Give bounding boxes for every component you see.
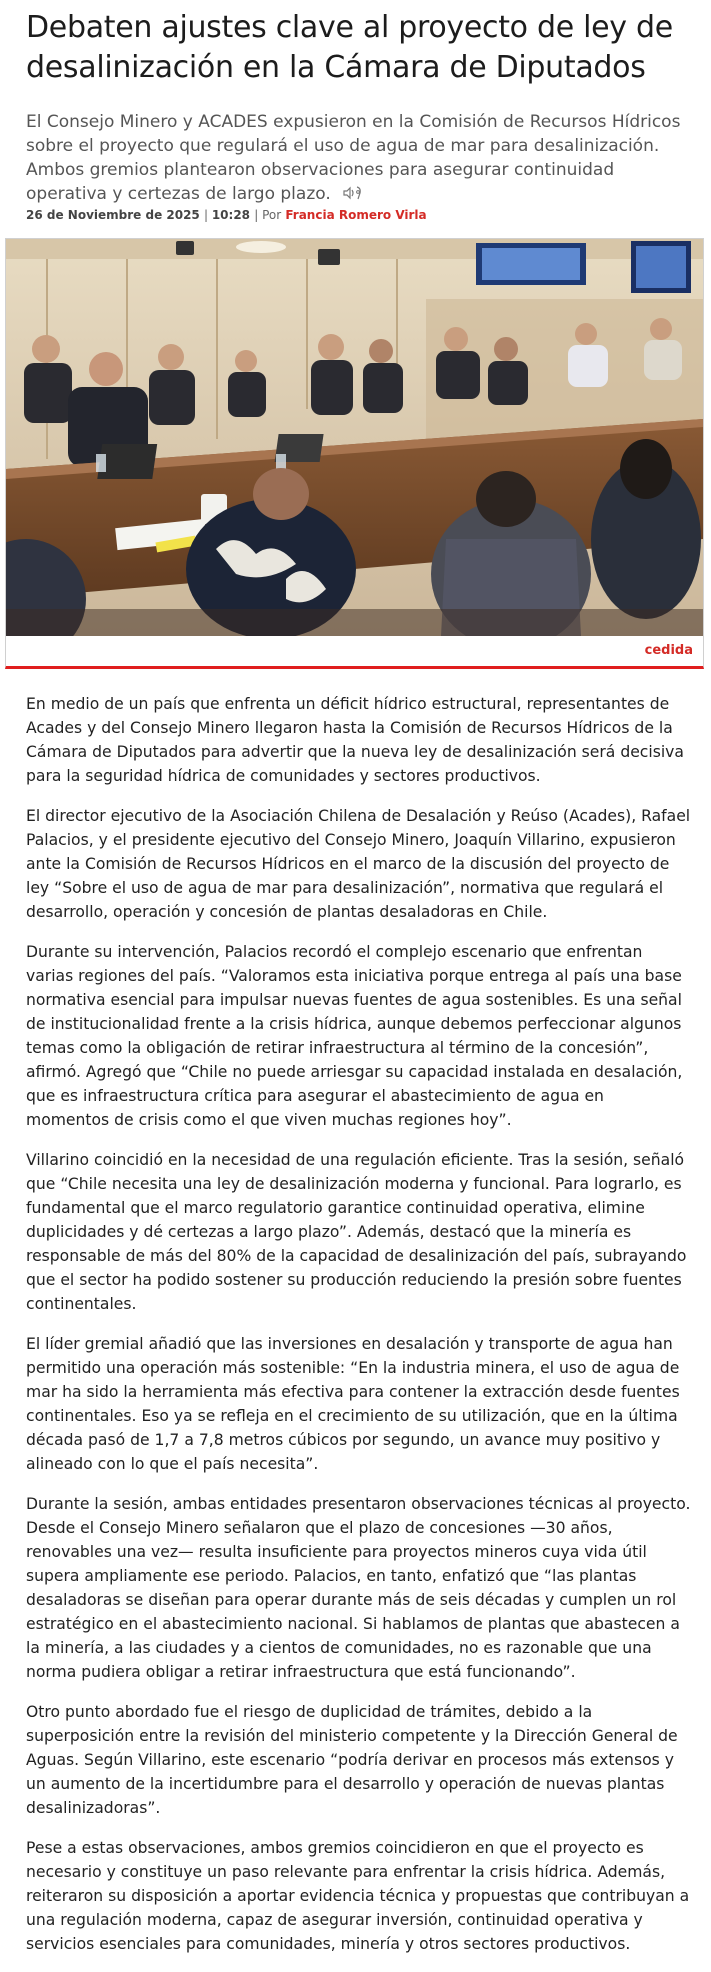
article-headline: Debaten ajustes clave al proyecto de ley de desalinización en la Cámara de Diputados [26,10,673,85]
body-paragraph: Durante la sesión, ambas entidades presentaron observaciones técnicas al proyecto. Desde el Consejo Minero señalaron que el plazo de concesiones —30 años, renovables una vez— resulta insuficiente para proyectos mineros cuya vida útil supera ampliamente ese periodo. Palacios, en tanto, enfatizó que “las plantas desaladoras se diseñan para operar durante más de seis décadas y cumplen un rol estratégico en el abastecimiento nacional. Si hablamos de plantas que abastecen a la minería, a las ciudades y a cientos de comunidades, no es razonable que una norma pudiera obligar a retirar infraestructura que está funcionando”. [26,1495,691,1681]
subtitle-text: El Consejo Minero y ACADES expusieron en la Comisión de Recursos Hídricos sobre el proyecto que regulará el uso de agua de mar para desalinización. Ambos gremios plantearon observaciones para asegurar continuidad operativa y certezas de largo plazo. [26,112,681,204]
body-paragraph: Villarino coincidió en la necesidad de una regulación eficiente. Tras la sesión, señaló que “Chile necesita una ley de desalinización moderna y funcional. Para lograrlo, es fundamental que el marco regulatorio garantice continuidad operativa, elimine duplicidades y dé certezas a largo plazo”. Además, destacó que la minería es responsable de más del 80% de la capacidad de desalinización del país, subrayando que el sector ha podido sostener su producción reduciendo la presión sobre fuentes continentales. [26,1151,687,1313]
article-meta: 26 de Noviembre de 2025 | 10:28 | Por Francia Romero Virla [26,208,427,222]
byline-prefix: Por [262,208,282,222]
body-paragraph: En medio de un país que enfrenta un déficit hídrico estructural, representantes de Acades y del Consejo Minero llegaron hasta la Comisión de Recursos Hídricos de la Cámara de Diputados para advertir que la nueva ley de desalinización será decisiva para la seguridad hídrica de comunidades y sectores productivos. [26,695,684,785]
article-subtitle [26,110,691,208]
article-body [26,692,691,1972]
speaker-hand-icon[interactable] [342,184,364,208]
publish-time: 10:28 [211,208,251,222]
photo-caption: cedida [644,643,693,658]
body-paragraph: Durante su intervención, Palacios recordó el complejo escenario que enfrentan varias regiones del país. “Valoramos esta iniciativa porque entrega al país una base normativa esencial para impulsar nuevas fuentes de agua sostenibles. Es una señal de institucionalidad frente a la crisis hídrica, aunque debemos perfeccionar algunos temas como la obligación de retirar infraestructura al término de la concesión”, afirmó. Agregó que “Chile no puede arriesgar su capacidad instalada en desalación, que es infraestructura crítica para asegurar el abastecimiento de agua en momentos de crisis como el que viven muchas regiones hoy”. [26,943,683,1129]
body-paragraph: El líder gremial añadió que las inversiones en desalación y transporte de agua han permitido una operación más sostenible: “En la industria minera, el uso de agua de mar ha sido la herramienta más efectiva para contener la extracción desde fuentes continentales. Eso ya se refleja en el crecimiento de su utilización, que en la última década pasó de 1,7 a 7,8 metros cúbicos por segundo, un avance muy positivo y alineado con lo que el país necesita”. [26,1335,680,1473]
body-paragraph: El director ejecutivo de la Asociación Chilena de Desalación y Reúso (Acades), Rafael Palacios, y el presidente ejecutivo del Consejo Minero, Joaquín Villarino, expusieron ante la Comisión de Recursos Hídricos en el marco de la discusión del proyecto de ley “Sobre el uso de agua de mar para desalinización”, normativa que regulará el desarrollo, operación y concesión de plantas desaladoras en Chile. [26,807,691,921]
article-figure [5,238,704,669]
body-paragraph: Otro punto abordado fue el riesgo de duplicidad de trámites, debido a la superposición entre la revisión del ministerio competente y la Dirección General de Aguas. Según Villarino, este escenario “podría derivar en procesos más extensos y un aumento de la incertidumbre para el desarrollo y operación de nuevas plantas desalinizadoras”. [26,1703,678,1817]
author-link[interactable]: Francia Romero Virla [285,208,427,222]
publish-date: 26 de Noviembre de 2025 [26,208,200,222]
article-photo [6,239,703,636]
body-paragraph: Pese a estas observaciones, ambos gremios coincidieron en que el proyecto es necesario y constituye un paso relevante para enfrentar la crisis hídrica. Además, reiteraron su disposición a aportar evidencia técnica y propuestas que contribuyan a una regulación moderna, capaz de asegurar inversión, continuidad operativa y servicios esenciales para comunidades, minería y otros sectores productivos. [26,1839,690,1953]
